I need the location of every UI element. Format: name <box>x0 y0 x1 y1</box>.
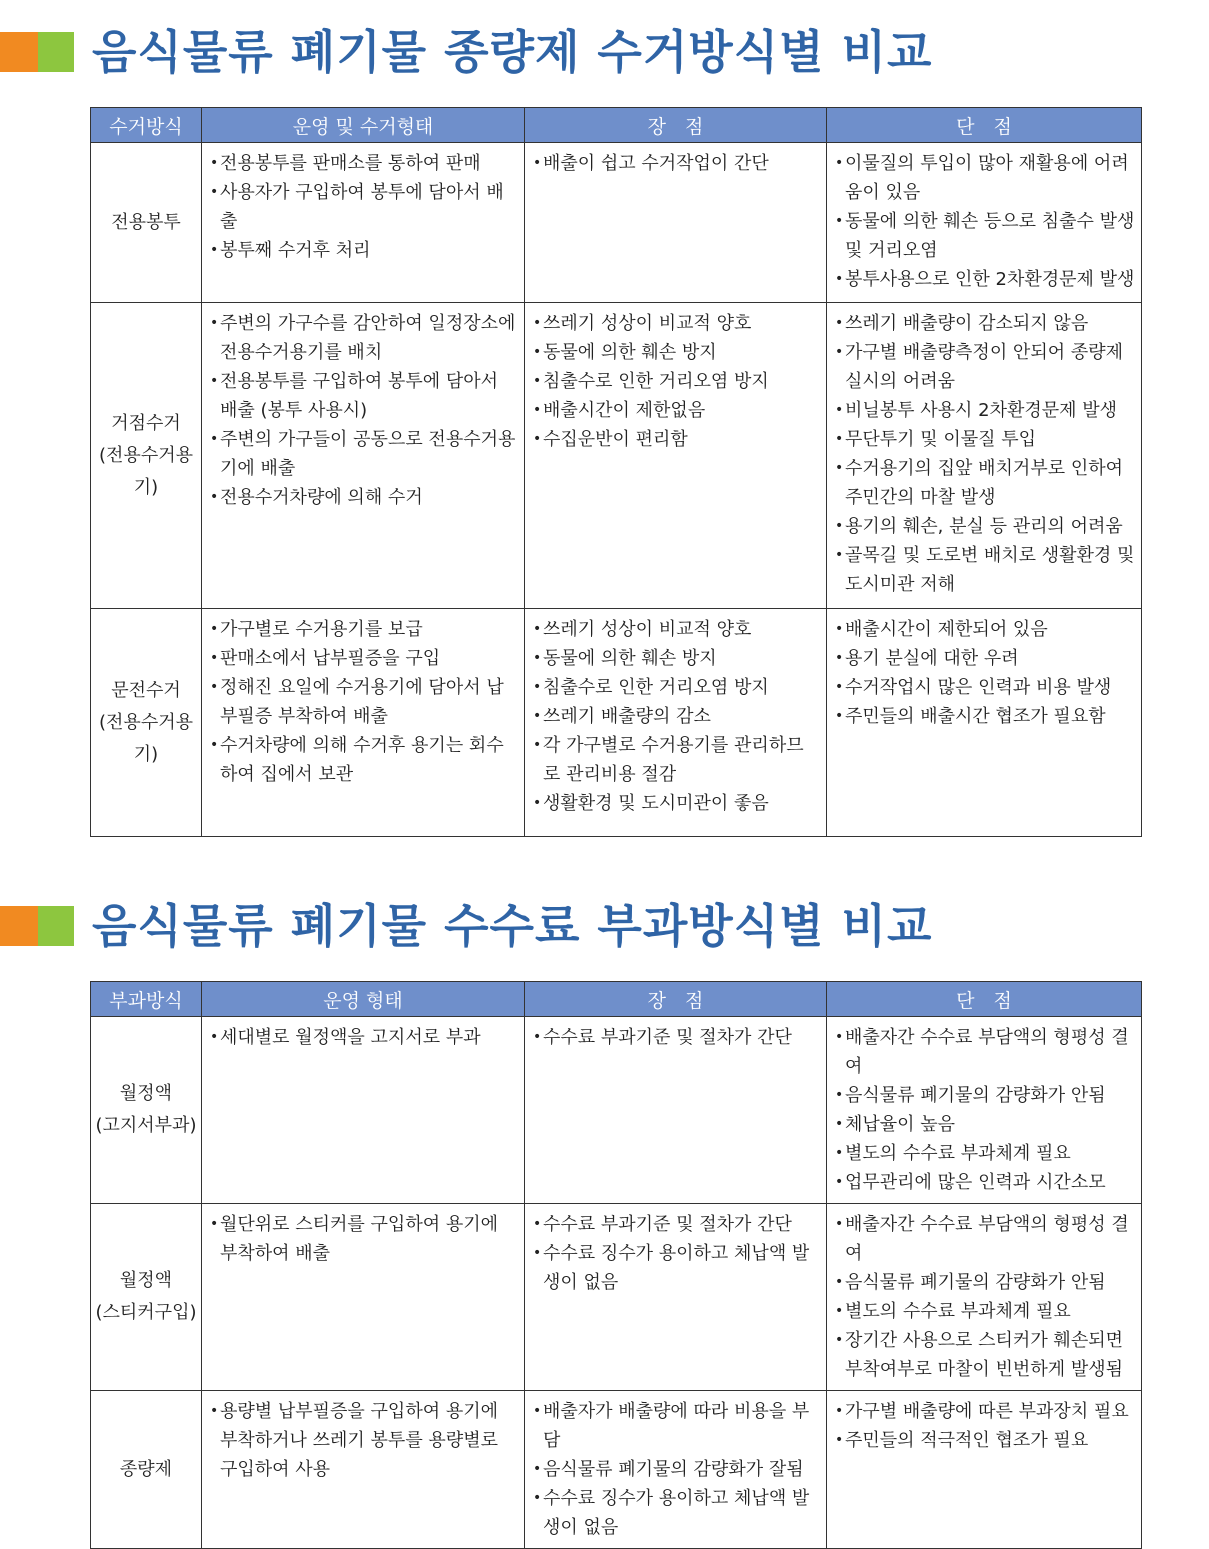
cons-cell <box>827 1391 1142 1549</box>
pros-cell <box>525 303 827 609</box>
list-item: • 봉투째 수거후 처리 <box>210 236 518 265</box>
header-cons: 단 점 <box>827 108 1142 143</box>
list-item: • 용량별 납부필증을 구입하여 용기에 부착하거나 쓰레기 봉투를 용량별로 구입하여 사용 <box>210 1397 518 1484</box>
header-pros: 장 점 <box>525 108 827 143</box>
pros-cell <box>525 1017 827 1204</box>
list-item: • 무단투기 및 이물질 투입 <box>835 425 1135 454</box>
header-operation: 운영 형태 <box>202 982 525 1017</box>
list-item: • 수수료 징수가 용이하고 체납액 발생이 없음 <box>533 1484 820 1542</box>
list-item: • 침출수로 인한 거리오염 방지 <box>533 367 820 396</box>
table-row <box>91 1391 1142 1549</box>
operation-cell <box>202 1204 525 1391</box>
method-cell: 월정액 (스티커구입) <box>91 1204 202 1391</box>
list-item: • 사용자가 구입하여 봉투에 담아서 배출 <box>210 178 518 236</box>
section1-title: 음식물류 폐기물 종량제 수거방식별 비교 <box>92 25 933 79</box>
list-item: • 비닐봉투 사용시 2차환경문제 발생 <box>835 396 1135 425</box>
list-item: • 배출자가 배출량에 따라 비용을 부담 <box>533 1397 820 1455</box>
list-item: • 수수료 부과기준 및 절차가 간단 <box>533 1023 820 1052</box>
list-item: • 이물질의 투입이 많아 재활용에 어려움이 있음 <box>835 149 1135 207</box>
list-item: • 전용수거차량에 의해 수거 <box>210 483 518 512</box>
method-cell: 거점수거 (전용수거용기) <box>91 303 202 609</box>
list-item: • 수집운반이 편리함 <box>533 425 820 454</box>
list-item: • 주변의 가구들이 공동으로 전용수거용기에 배출 <box>210 425 518 483</box>
green-bar-decoration <box>38 32 74 72</box>
list-item: • 음식물류 폐기물의 감량화가 안됨 <box>835 1268 1135 1297</box>
pros-cell <box>525 609 827 837</box>
list-item: • 장기간 사용으로 스티커가 훼손되면 부착여부로 마찰이 빈번하게 발생됨 <box>835 1326 1135 1384</box>
table-row <box>91 143 1142 303</box>
list-item: • 월단위로 스티커를 구입하여 용기에 부착하여 배출 <box>210 1210 518 1268</box>
list-item: • 가구별 배출량에 따른 부과장치 필요 <box>835 1397 1135 1426</box>
table-row <box>91 1017 1142 1204</box>
list-item: • 수거작업시 많은 인력과 비용 발생 <box>835 673 1135 702</box>
section2-title: 음식물류 폐기물 수수료 부과방식별 비교 <box>92 899 933 953</box>
pros-cell <box>525 1391 827 1549</box>
header-method: 수거방식 <box>91 108 202 143</box>
fee-method-table <box>90 981 1142 1549</box>
list-item: • 주변의 가구수를 감안하여 일정장소에 전용수거용기를 배치 <box>210 309 518 367</box>
cons-cell <box>827 303 1142 609</box>
orange-bar-decoration <box>0 906 38 946</box>
list-item: • 업무관리에 많은 인력과 시간소모 <box>835 1168 1135 1197</box>
list-item: • 주민들의 적극적인 협조가 필요 <box>835 1426 1135 1455</box>
list-item: • 별도의 수수료 부과체계 필요 <box>835 1297 1135 1326</box>
list-item: • 쓰레기 성상이 비교적 양호 <box>533 309 820 338</box>
list-item: • 가구별 배출량측정이 안되어 종량제 실시의 어려움 <box>835 338 1135 396</box>
cons-cell <box>827 1017 1142 1204</box>
section2-header <box>0 896 1209 956</box>
header-operation: 운영 및 수거형태 <box>202 108 525 143</box>
list-item: • 가구별로 수거용기를 보급 <box>210 615 518 644</box>
orange-bar-decoration <box>0 32 38 72</box>
list-item: • 주민들의 배출시간 협조가 필요함 <box>835 702 1135 731</box>
table-row <box>91 303 1142 609</box>
list-item: • 정해진 요일에 수거용기에 담아서 납부필증 부착하여 배출 <box>210 673 518 731</box>
list-item: • 수수료 부과기준 및 절차가 간단 <box>533 1210 820 1239</box>
list-item: • 쓰레기 성상이 비교적 양호 <box>533 615 820 644</box>
operation-cell <box>202 1017 525 1204</box>
section1-header <box>0 22 1209 82</box>
list-item: • 음식물류 폐기물의 감량화가 안됨 <box>835 1081 1135 1110</box>
list-item: • 별도의 수수료 부과체계 필요 <box>835 1139 1135 1168</box>
method-cell: 문전수거 (전용수거용기) <box>91 609 202 837</box>
list-item: • 동물에 의한 훼손 방지 <box>533 338 820 367</box>
cons-cell <box>827 1204 1142 1391</box>
list-item: • 생활환경 및 도시미관이 좋음 <box>533 789 820 818</box>
cons-cell <box>827 143 1142 303</box>
list-item: • 배출자간 수수료 부담액의 형평성 결여 <box>835 1023 1135 1081</box>
list-item: • 전용봉투를 판매소를 통하여 판매 <box>210 149 518 178</box>
list-item: • 배출자간 수수료 부담액의 형평성 결여 <box>835 1210 1135 1268</box>
list-item: • 골목길 및 도로변 배치로 생활환경 및 도시미관 저해 <box>835 541 1135 599</box>
list-item: • 체납율이 높음 <box>835 1110 1135 1139</box>
operation-cell <box>202 143 525 303</box>
table-row <box>91 609 1142 837</box>
header-method: 부과방식 <box>91 982 202 1017</box>
pros-cell <box>525 143 827 303</box>
header-pros: 장 점 <box>525 982 827 1017</box>
list-item: • 동물에 의한 훼손 등으로 침출수 발생 및 거리오염 <box>835 207 1135 265</box>
list-item: • 동물에 의한 훼손 방지 <box>533 644 820 673</box>
list-item: • 수거차량에 의해 수거후 용기는 회수하여 집에서 보관 <box>210 731 518 789</box>
table-row <box>91 1204 1142 1391</box>
operation-cell <box>202 609 525 837</box>
list-item: • 쓰레기 배출량이 감소되지 않음 <box>835 309 1135 338</box>
list-item: • 쓰레기 배출량의 감소 <box>533 702 820 731</box>
list-item: • 배출시간이 제한되어 있음 <box>835 615 1135 644</box>
operation-cell <box>202 1391 525 1549</box>
list-item: • 세대별로 월정액을 고지서로 부과 <box>210 1023 518 1052</box>
list-item: • 수거용기의 집앞 배치거부로 인하여 주민간의 마찰 발생 <box>835 454 1135 512</box>
list-item: • 판매소에서 납부필증을 구입 <box>210 644 518 673</box>
list-item: • 용기 분실에 대한 우려 <box>835 644 1135 673</box>
collection-method-table <box>90 107 1142 837</box>
cons-cell <box>827 609 1142 837</box>
list-item: • 침출수로 인한 거리오염 방지 <box>533 673 820 702</box>
header-cons: 단 점 <box>827 982 1142 1017</box>
list-item: • 배출시간이 제한없음 <box>533 396 820 425</box>
list-item: • 봉투사용으로 인한 2차환경문제 발생 <box>835 265 1135 294</box>
list-item: • 전용봉투를 구입하여 봉투에 담아서 배출 (봉투 사용시) <box>210 367 518 425</box>
method-cell: 종량제 <box>91 1391 202 1549</box>
list-item: • 음식물류 폐기물의 감량화가 잘됨 <box>533 1455 820 1484</box>
list-item: • 배출이 쉽고 수거작업이 간단 <box>533 149 820 178</box>
list-item: • 수수료 징수가 용이하고 체납액 발생이 없음 <box>533 1239 820 1297</box>
pros-cell <box>525 1204 827 1391</box>
list-item: • 각 가구별로 수거용기를 관리하므로 관리비용 절감 <box>533 731 820 789</box>
operation-cell <box>202 303 525 609</box>
green-bar-decoration <box>38 906 74 946</box>
list-item: • 용기의 훼손, 분실 등 관리의 어려움 <box>835 512 1135 541</box>
method-cell: 월정액 (고지서부과) <box>91 1017 202 1204</box>
method-cell: 전용봉투 <box>91 143 202 303</box>
